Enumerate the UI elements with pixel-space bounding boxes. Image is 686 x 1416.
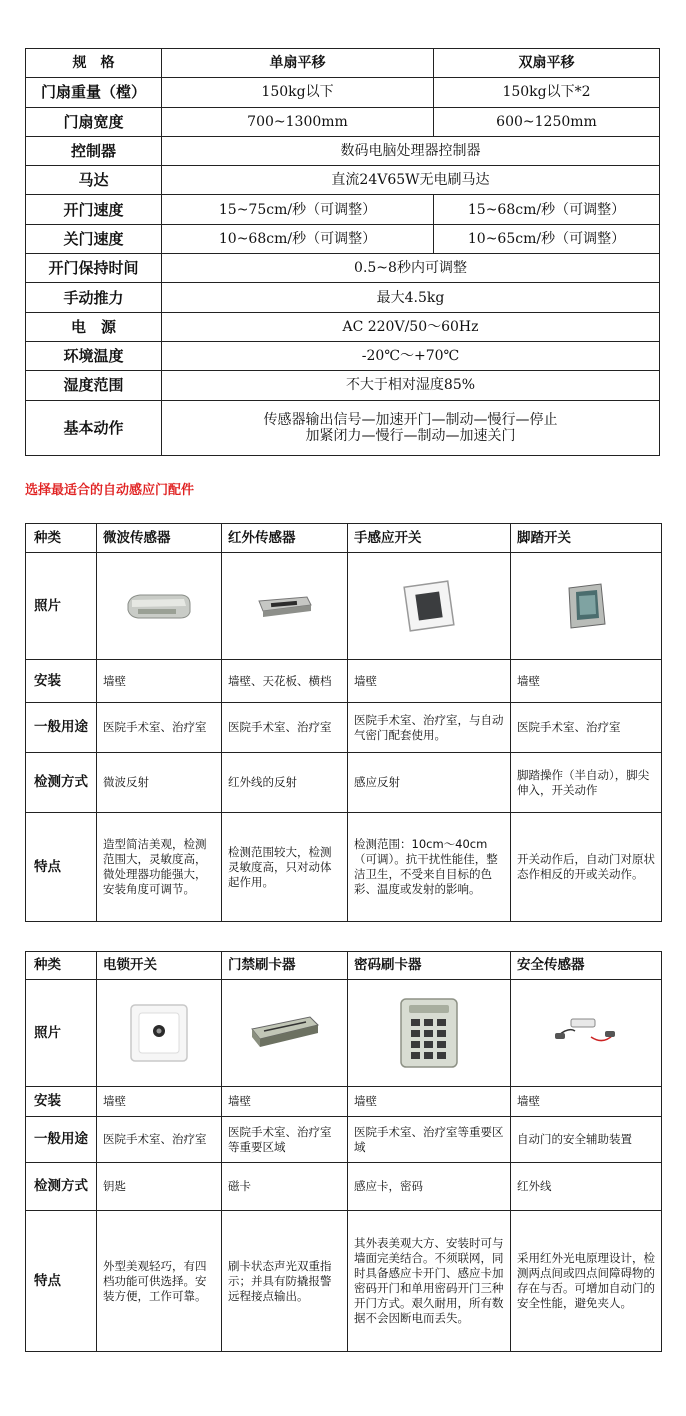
basic-action-line2: 加紧闭力—慢行—制动—加速关门: [305, 427, 516, 444]
microwave-sensor-icon: [124, 586, 194, 626]
row-label-detect: 检测方式: [26, 753, 97, 813]
acc-row-kind: [26, 952, 662, 980]
spec-table: [25, 48, 660, 456]
spec-row: [26, 283, 660, 312]
install-value: 墙壁: [97, 1087, 222, 1117]
spec-label: 湿度范围: [26, 371, 162, 400]
row-label-install: 安装: [26, 660, 97, 703]
feature-value: 造型简洁美观，检测范围大，灵敏度高，微处理器功能强大，安装角度可调节。: [97, 813, 222, 922]
install-value: 墙壁: [97, 660, 222, 703]
spec-row: [26, 195, 660, 224]
photo-cell: [511, 553, 662, 660]
row-label-use: 一般用途: [26, 703, 97, 753]
spec-label: 基本动作: [26, 400, 162, 455]
spec-row: [26, 78, 660, 107]
row-label-photo: 照片: [26, 553, 97, 660]
acc-row-photo: [26, 553, 662, 660]
acc-row-kind: [26, 524, 662, 553]
use-value: 医院手术室、治疗室: [511, 703, 662, 753]
use-value: 医院手术室、治疗室: [222, 703, 348, 753]
safety-sensor-icon: [551, 1013, 621, 1053]
spec-label: 门扇重量（樘）: [26, 78, 162, 107]
spec-double-value: 15~68cm/秒（可调整）: [434, 195, 660, 224]
spec-single-value: 150kg以下: [162, 78, 434, 107]
row-label-use: 一般用途: [26, 1117, 97, 1163]
row-label-detect: 检测方式: [26, 1163, 97, 1211]
card-reader-icon: [248, 1011, 322, 1055]
acc-row-photo: [26, 980, 662, 1087]
use-value: 医院手术室、治疗室等重要区域: [348, 1117, 511, 1163]
spec-label: 电 源: [26, 312, 162, 341]
feature-value: 采用红外光电原理设计，检测两点间或四点间障碍物的存在与否。可增加自动门的安全性能，避免夹人。: [511, 1211, 662, 1352]
row-label-install: 安装: [26, 1087, 97, 1117]
foot-switch-icon: [561, 580, 611, 632]
spec-row: [26, 166, 660, 195]
spec-single-value: 700~1300mm: [162, 107, 434, 136]
install-value: 墙壁: [348, 660, 511, 703]
key-switch-icon: [127, 1001, 191, 1065]
spec-value: AC 220V/50～60Hz: [162, 312, 660, 341]
photo-cell: [348, 980, 511, 1087]
spec-row: [26, 312, 660, 341]
photo-cell: [222, 553, 348, 660]
acc-row-use: [26, 703, 662, 753]
acc-row-install: [26, 1087, 662, 1117]
spec-label: 开门保持时间: [26, 254, 162, 283]
detect-value: 红外线: [511, 1163, 662, 1211]
accessory-name: 密码刷卡器: [348, 952, 511, 980]
spec-label: 马达: [26, 166, 162, 195]
use-value: 医院手术室、治疗室: [97, 703, 222, 753]
accessory-name: 红外传感器: [222, 524, 348, 553]
basic-action-value: [162, 400, 660, 455]
acc-row-install: [26, 660, 662, 703]
use-value: 医院手术室、治疗室，与自动气密门配套使用。: [348, 703, 511, 753]
spec-row: [26, 371, 660, 400]
spec-label: 关门速度: [26, 224, 162, 253]
accessory-name: 门禁刷卡器: [222, 952, 348, 980]
section-subtitle: 选择最适合的自动感应门配件: [25, 483, 195, 498]
detect-value: 脚踏操作（半自动），脚尖伸入，开关动作: [511, 753, 662, 813]
spec-row: [26, 224, 660, 253]
spec-row: [26, 107, 660, 136]
acc-row-detect: [26, 1163, 662, 1211]
photo-cell: [97, 553, 222, 660]
spec-row-basic-action: [26, 400, 660, 455]
row-label-feature: 特点: [26, 813, 97, 922]
acc-row-feature: [26, 813, 662, 922]
feature-value: 开关动作后，自动门对原状态作相反的开或关动作。: [511, 813, 662, 922]
spec-value: 直流24V65W无电刷马达: [162, 166, 660, 195]
feature-value: 检测范围较大，检测灵敏度高，只对动体起作用。: [222, 813, 348, 922]
feature-value: 刷卡状态声光双重指示；并具有防撬报警远程接点输出。: [222, 1211, 348, 1352]
accessory-name: 微波传感器: [97, 524, 222, 553]
feature-value: 外型美观轻巧，有四档功能可供选择。安装方便，工作可靠。: [97, 1211, 222, 1352]
spec-double-value: 600~1250mm: [434, 107, 660, 136]
detect-value: 微波反射: [97, 753, 222, 813]
infrared-sensor-icon: [255, 591, 315, 621]
spec-value: -20℃～+70℃: [162, 341, 660, 370]
accessories-table-1: [25, 523, 662, 922]
basic-action-line1: 传感器输出信号—加速开门—制动—慢行—停止: [263, 411, 558, 428]
spec-double-value: 150kg以下*2: [434, 78, 660, 107]
install-value: 墙壁、天花板、横档: [222, 660, 348, 703]
photo-cell: [511, 980, 662, 1087]
detect-value: 钥匙: [97, 1163, 222, 1211]
spec-single-value: 10~68cm/秒（可调整）: [162, 224, 434, 253]
hand-switch-icon: [401, 578, 457, 634]
spec-header-double: 双扇平移: [434, 49, 660, 78]
feature-value: 其外表美观大方、安装时可与墙面完美结合。不须联网，同时具备感应卡开门、感应卡加密码开门和单用密码开门三种开门方式。艰久耐用，所有数据不会因断电而丢失。: [348, 1211, 511, 1352]
acc-row-feature: [26, 1211, 662, 1352]
install-value: 墙壁: [511, 660, 662, 703]
install-value: 墙壁: [348, 1087, 511, 1117]
spec-value: 不大于相对湿度85%: [162, 371, 660, 400]
acc-row-detect: [26, 753, 662, 813]
row-label-feature: 特点: [26, 1211, 97, 1352]
install-value: 墙壁: [511, 1087, 662, 1117]
spec-label: 环境温度: [26, 341, 162, 370]
photo-cell: [348, 553, 511, 660]
row-label-photo: 照片: [26, 980, 97, 1087]
use-value: 医院手术室、治疗室: [97, 1117, 222, 1163]
spec-header-single: 单扇平移: [162, 49, 434, 78]
use-value: 自动门的安全辅助装置: [511, 1117, 662, 1163]
photo-cell: [222, 980, 348, 1087]
spec-label: 手动推力: [26, 283, 162, 312]
spec-label: 控制器: [26, 136, 162, 165]
accessory-name: 手感应开关: [348, 524, 511, 553]
spec-value: 数码电脑处理器控制器: [162, 136, 660, 165]
accessory-name: 电锁开关: [97, 952, 222, 980]
photo-cell: [97, 980, 222, 1087]
use-value: 医院手术室、治疗室等重要区域: [222, 1117, 348, 1163]
spec-value: 最大4.5kg: [162, 283, 660, 312]
detect-value: 感应卡，密码: [348, 1163, 511, 1211]
row-label-kind: 种类: [26, 524, 97, 553]
install-value: 墙壁: [222, 1087, 348, 1117]
spec-row: [26, 254, 660, 283]
keypad-reader-icon: [397, 995, 461, 1071]
spec-value: 0.5~8秒内可调整: [162, 254, 660, 283]
feature-value: 检测范围：10cm～40cm（可调）。抗干扰性能佳，整洁卫生，不受来自目标的色彩、温度或发射的影响。: [348, 813, 511, 922]
spec-single-value: 15~75cm/秒（可调整）: [162, 195, 434, 224]
accessory-name: 脚踏开关: [511, 524, 662, 553]
spec-row: [26, 136, 660, 165]
spec-double-value: 10~65cm/秒（可调整）: [434, 224, 660, 253]
spec-row: [26, 341, 660, 370]
accessory-name: 安全传感器: [511, 952, 662, 980]
detect-value: 感应反射: [348, 753, 511, 813]
accessories-table-2: [25, 951, 662, 1352]
spec-label: 门扇宽度: [26, 107, 162, 136]
acc-row-use: [26, 1117, 662, 1163]
detect-value: 红外线的反射: [222, 753, 348, 813]
detect-value: 磁卡: [222, 1163, 348, 1211]
spec-header-label: 规 格: [26, 49, 162, 78]
spec-header-row: [26, 49, 660, 78]
row-label-kind: 种类: [26, 952, 97, 980]
spec-label: 开门速度: [26, 195, 162, 224]
